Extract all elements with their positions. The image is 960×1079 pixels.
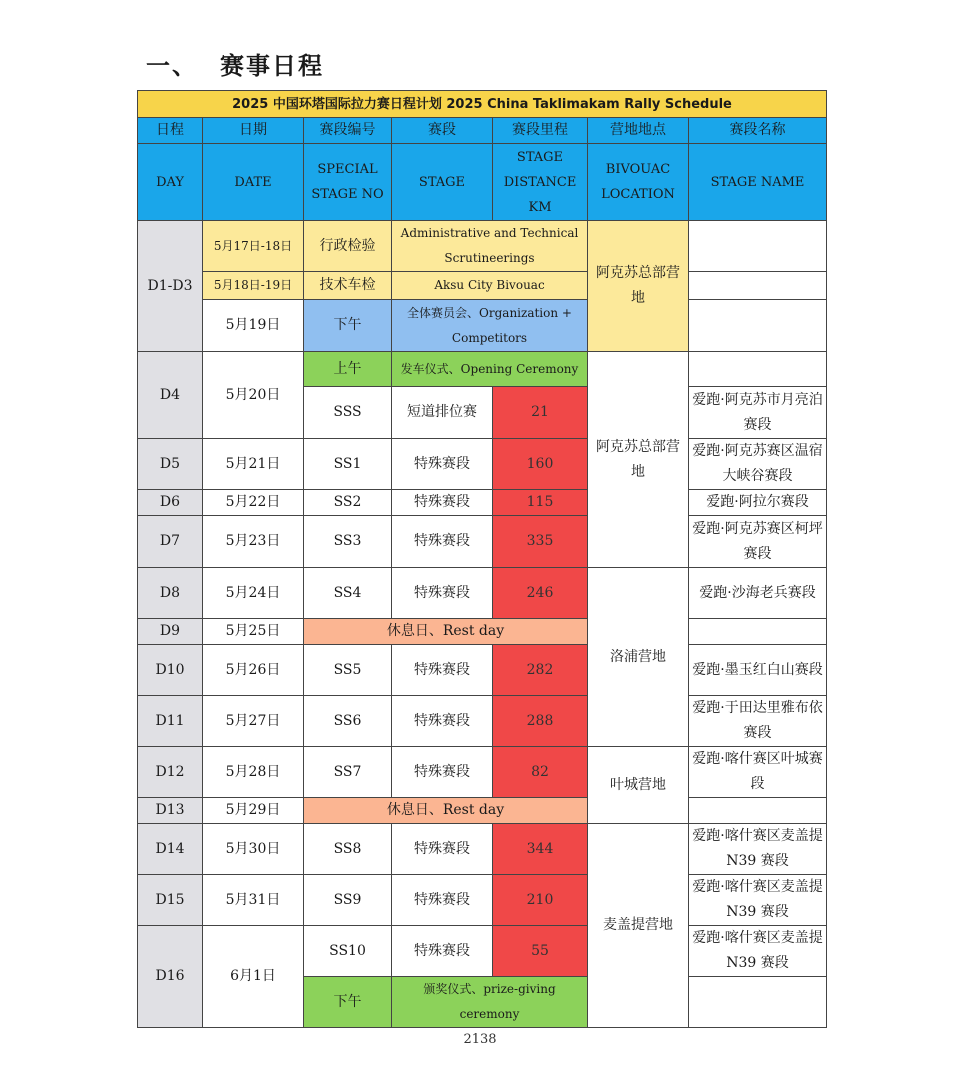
stage-name-cell [689,798,827,824]
date-cell: 5月24日 [203,568,304,619]
bivouac-cell: 洛浦营地 [588,568,689,747]
ss-cell: SS1 [304,439,392,490]
date-cell: 5月29日 [203,798,304,824]
stage-cell: 特殊赛段 [392,824,493,875]
day-cell: D15 [138,875,203,926]
date-cell: 5月26日 [203,645,304,696]
header-cell: 赛段编号 [304,118,392,144]
date-cell: 5月28日 [203,747,304,798]
bivouac-cell: 阿克苏总部营地 [588,221,689,352]
header-row-en [138,144,827,221]
day-cell: D4 [138,352,203,439]
page-footer-number: 2138 [463,1032,497,1047]
header-cell: 赛段名称 [689,118,827,144]
stage-cell: 特殊赛段 [392,645,493,696]
header-cell: BIVOUAC LOCATION [588,144,689,221]
table-row [138,696,827,747]
header-cell: 赛段里程 [493,118,588,144]
stage-name-cell: 爱跑·阿克苏赛区温宿大峡谷赛段 [689,439,827,490]
event-cell: Aksu City Bivouac [392,272,588,300]
item-cell: 技术车检 [304,272,392,300]
stage-name-cell: 爱跑·阿克苏赛区柯坪赛段 [689,516,827,568]
table-row [138,490,827,516]
day-cell: D11 [138,696,203,747]
bivouac-cell: 阿克苏总部营地 [588,352,689,568]
section-number: 一、 [146,52,198,80]
event-cell: Administrative and Technical Scrutineerings [392,221,588,272]
section-title: 赛事日程 [220,52,324,80]
table-row [138,300,827,352]
table-row [138,221,827,272]
header-cell: DAY [138,144,203,221]
stage-name-cell: 爱跑·沙海老兵赛段 [689,568,827,619]
day-cell: D9 [138,619,203,645]
header-cell: 赛段 [392,118,493,144]
stage-name-cell: 爱跑·喀什赛区麦盖提 N39 赛段 [689,824,827,875]
rest-day-cell: 休息日、Rest day [304,798,588,824]
ss-cell: SS3 [304,516,392,568]
ss-cell: SS9 [304,875,392,926]
distance-cell: 55 [493,926,588,977]
day-cell: D7 [138,516,203,568]
stage-cell: 特殊赛段 [392,926,493,977]
date-cell: 5月18日-19日 [203,272,304,300]
table-row [138,352,827,387]
header-cell: STAGE DISTANCE KM [493,144,588,221]
rest-day-cell: 休息日、Rest day [304,619,588,645]
stage-name-cell [689,221,827,272]
distance-cell: 160 [493,439,588,490]
stage-name-cell [689,977,827,1028]
day-cell: D10 [138,645,203,696]
ss-cell: SS2 [304,490,392,516]
distance-cell: 288 [493,696,588,747]
stage-cell: 特殊赛段 [392,568,493,619]
ss-cell: SS4 [304,568,392,619]
header-cell: SPECIAL STAGE NO [304,144,392,221]
day-cell: D6 [138,490,203,516]
stage-name-cell [689,619,827,645]
table-row [138,568,827,619]
bivouac-cell: 叶城营地 [588,747,689,824]
table-row [138,875,827,926]
header-cell: 日期 [203,118,304,144]
date-cell: 5月30日 [203,824,304,875]
header-cell: DATE [203,144,304,221]
ss-cell: SS8 [304,824,392,875]
header-row-zh [138,118,827,144]
table-row [138,747,827,798]
date-cell: 6月1日 [203,926,304,1028]
stage-name-cell [689,352,827,387]
table-row [138,926,827,977]
stage-name-cell: 爱跑·阿拉尔赛段 [689,490,827,516]
day-cell: D1-D3 [138,221,203,352]
distance-cell: 246 [493,568,588,619]
item-cell: 行政检验 [304,221,392,272]
day-cell: D13 [138,798,203,824]
stage-name-cell: 爱跑·喀什赛区麦盖提 N39 赛段 [689,926,827,977]
section-heading [146,46,324,81]
distance-cell: 344 [493,824,588,875]
stage-name-cell: 爱跑·阿克苏市月亮泊赛段 [689,387,827,439]
table-row [138,272,827,300]
stage-name-cell: 爱跑·墨玉红白山赛段 [689,645,827,696]
header-cell: STAGE [392,144,493,221]
date-cell: 5月20日 [203,352,304,439]
date-cell: 5月31日 [203,875,304,926]
event-cell: 全体赛员会、Organization + Competitors [392,300,588,352]
stage-name-cell: 爱跑·于田达里雅布依赛段 [689,696,827,747]
table-row [138,516,827,568]
stage-cell: 特殊赛段 [392,696,493,747]
distance-cell: 115 [493,490,588,516]
header-cell: 日程 [138,118,203,144]
stage-name-cell: 爱跑·喀什赛区麦盖提 N39 赛段 [689,875,827,926]
date-cell: 5月25日 [203,619,304,645]
day-cell: D14 [138,824,203,875]
table-title: 2025 中国环塔国际拉力赛日程计划 2025 China Taklimakam Rally Schedule [138,91,827,118]
ss-cell: SSS [304,387,392,439]
stage-cell: 特殊赛段 [392,439,493,490]
ss-cell: SS6 [304,696,392,747]
date-cell: 5月21日 [203,439,304,490]
slot-cell: 上午 [304,352,392,387]
stage-name-cell: 爱跑·喀什赛区叶城赛段 [689,747,827,798]
stage-cell: 特殊赛段 [392,490,493,516]
distance-cell: 282 [493,645,588,696]
distance-cell: 82 [493,747,588,798]
table-row [138,439,827,490]
header-cell: STAGE NAME [689,144,827,221]
date-cell: 5月19日 [203,300,304,352]
header-cell: 营地地点 [588,118,689,144]
event-cell: 颁奖仪式、prize-giving ceremony [392,977,588,1028]
slot-cell: 下午 [304,977,392,1028]
table-row [138,798,827,824]
stage-name-cell [689,300,827,352]
date-cell: 5月22日 [203,490,304,516]
date-cell: 5月23日 [203,516,304,568]
day-cell: D16 [138,926,203,1028]
date-cell: 5月27日 [203,696,304,747]
stage-cell: 短道排位赛 [392,387,493,439]
table-row [138,824,827,875]
distance-cell: 21 [493,387,588,439]
day-cell: D12 [138,747,203,798]
slot-cell: 下午 [304,300,392,352]
ss-cell: SS7 [304,747,392,798]
date-cell: 5月17日-18日 [203,221,304,272]
stage-name-cell [689,272,827,300]
distance-cell: 335 [493,516,588,568]
event-cell: 发车仪式、Opening Ceremony [392,352,588,387]
table-row [138,619,827,645]
stage-cell: 特殊赛段 [392,875,493,926]
stage-cell: 特殊赛段 [392,516,493,568]
day-cell: D5 [138,439,203,490]
table-row [138,645,827,696]
distance-cell: 210 [493,875,588,926]
rally-schedule-table [137,90,827,1028]
day-cell: D8 [138,568,203,619]
ss-cell: SS5 [304,645,392,696]
bivouac-cell: 麦盖提营地 [588,824,689,1028]
ss-cell: SS10 [304,926,392,977]
stage-cell: 特殊赛段 [392,747,493,798]
